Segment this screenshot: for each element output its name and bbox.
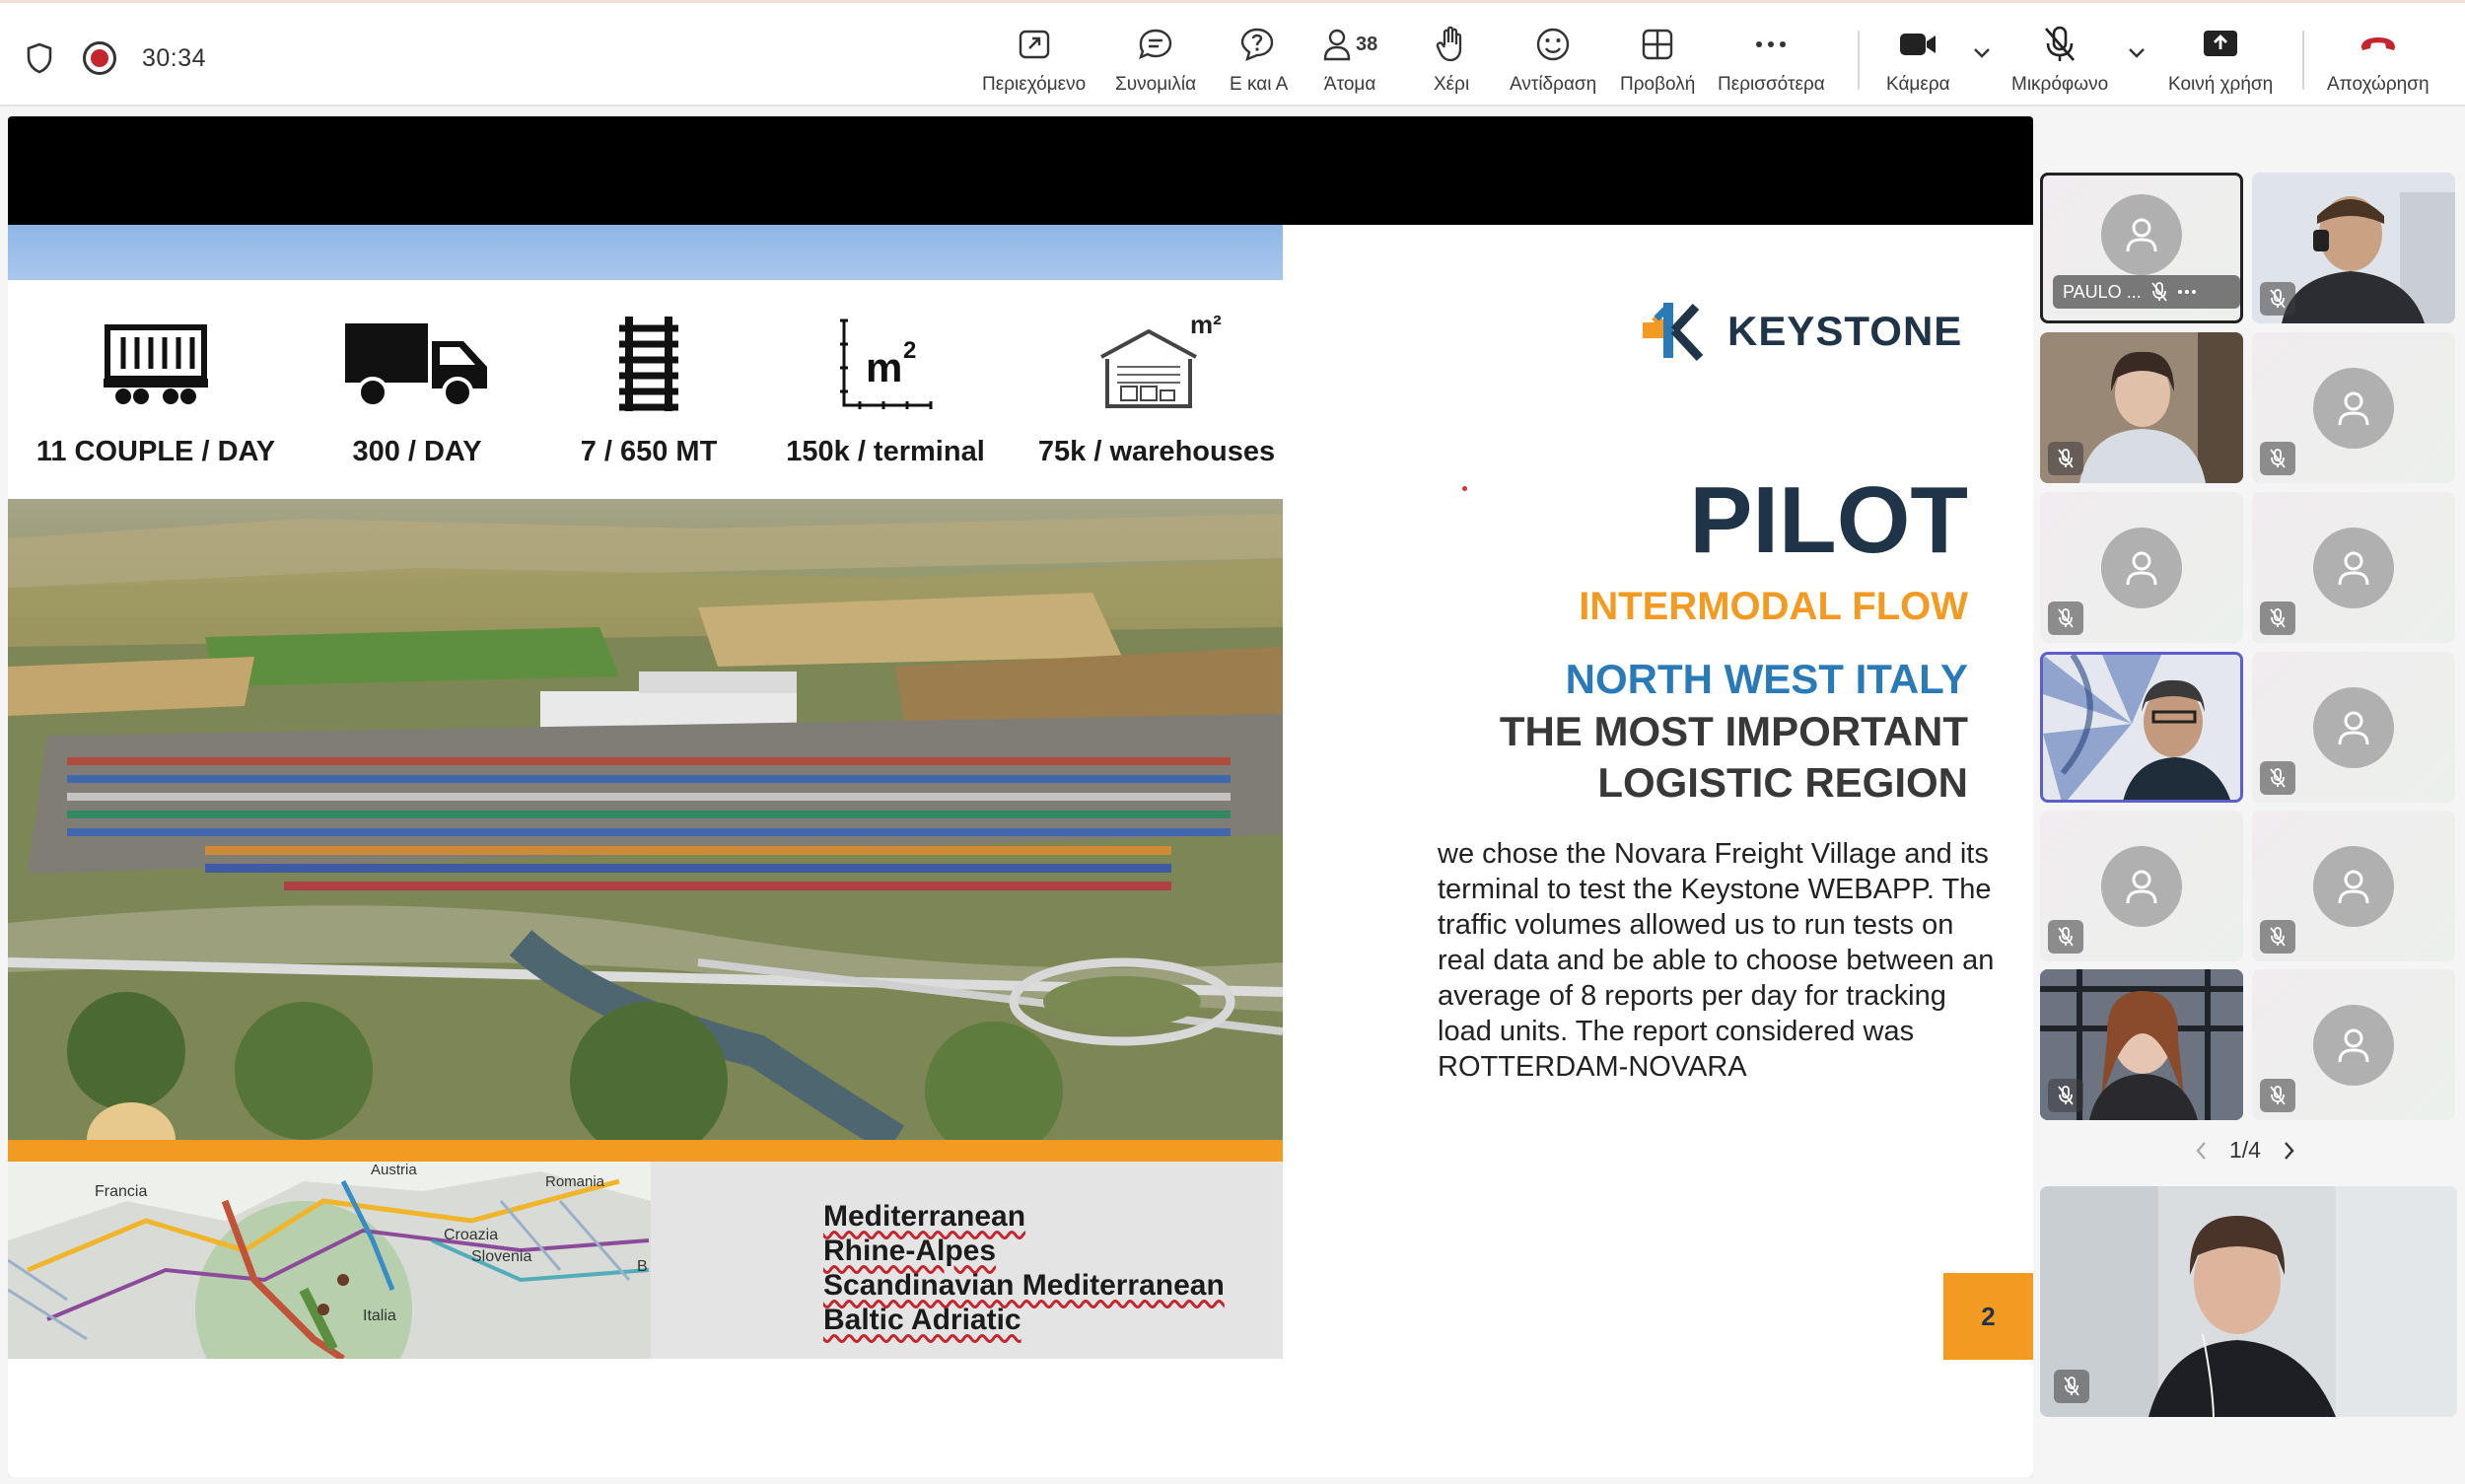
participant-tile[interactable] <box>2040 492 2243 643</box>
recording-icon <box>83 41 116 75</box>
grid-view-icon <box>1640 25 1675 64</box>
hang-up-icon <box>2359 25 2398 64</box>
person-icon <box>2121 547 2162 589</box>
presenter-label <box>33 1424 369 1457</box>
person-icon <box>1322 27 1352 62</box>
stats-row <box>8 280 1283 499</box>
leave-label: Αποχώρηση <box>2327 74 2430 95</box>
participant-tile[interactable] <box>2252 811 2455 961</box>
hand-label: Χέρι <box>1434 74 1470 95</box>
qa-button[interactable] <box>1230 25 1288 96</box>
mic-off-icon <box>2270 289 2286 309</box>
slide-headline <box>1500 706 1968 809</box>
map-label-italia: Italia <box>363 1307 396 1324</box>
participant-tile[interactable] <box>2252 492 2455 643</box>
participant-tile-video[interactable] <box>2252 173 2455 323</box>
view-button[interactable] <box>1620 25 1695 96</box>
smiley-icon <box>1534 25 1572 64</box>
raise-hand-button[interactable] <box>1434 25 1469 96</box>
stat-label: 75k / warehouses <box>1037 436 1276 467</box>
laser-pointer-dot <box>1462 486 1467 491</box>
orange-divider <box>8 1140 1283 1162</box>
meeting-timer: 30:34 <box>142 43 207 72</box>
europe-map <box>8 1162 651 1359</box>
mic-off-icon <box>2058 608 2074 628</box>
chat-label: Συνομιλία <box>1115 74 1197 95</box>
people-button[interactable] <box>1322 25 1377 96</box>
corridor-item: Scandinavian Mediterranean <box>823 1269 1225 1302</box>
people-count: 38 <box>1356 33 1378 55</box>
mic-off-indicator <box>2260 761 2295 795</box>
stat-label: 300 / DAY <box>352 436 482 467</box>
participant-tile-pinned[interactable] <box>2040 173 2243 323</box>
person-icon <box>2121 214 2162 255</box>
mic-off-icon <box>2064 1377 2079 1396</box>
map-label-croazia: Croazia <box>444 1227 499 1243</box>
stat-truck <box>309 310 526 468</box>
people-label: Άτομα <box>1323 74 1376 95</box>
rail-track-icon <box>609 310 688 418</box>
chat-button[interactable] <box>1115 25 1196 96</box>
chevron-left-icon[interactable] <box>2194 1140 2208 1162</box>
mic-off-icon <box>2270 768 2286 788</box>
presenter-name: MASSIMO ARNESE CIM SPA <box>33 1429 297 1451</box>
stat-label: 150k / terminal <box>786 436 985 467</box>
svg-text:2: 2 <box>903 337 917 364</box>
mic-off-indicator <box>2048 601 2083 635</box>
more-button[interactable] <box>1718 25 1825 96</box>
person-icon <box>2333 1025 2374 1066</box>
stat-railcar <box>18 310 294 468</box>
map-label-francia: Francia <box>95 1183 148 1200</box>
shield-icon[interactable] <box>22 40 57 76</box>
slide-region: NORTH WEST ITALY <box>1565 656 1968 702</box>
map-label-edge: B <box>637 1258 648 1275</box>
truck-icon <box>343 310 491 418</box>
svg-text:m: m <box>866 344 903 390</box>
warehouse-icon <box>1088 310 1226 418</box>
page-indicator: 1/4 <box>2229 1137 2261 1163</box>
zoom-out-button[interactable]: — <box>314 1429 334 1451</box>
slide-paragraph: we chose the Novara Freight Village and its terminal to test the Keystone WEBAPP. The traffic volumes allowed us to run tests on real data and be able to choose between an average of 8 reports per day for tracking load units. The report considered was ROTTERDAM-NOVARA <box>1438 838 1995 1083</box>
keystone-logo <box>1635 299 1962 364</box>
chevron-right-icon[interactable] <box>2283 1140 2296 1162</box>
stat-warehouse-area <box>1023 310 1290 468</box>
view-label: Προβολή <box>1620 74 1696 95</box>
more-label: Περισσότερα <box>1718 74 1825 95</box>
zoom-in-button[interactable]: + <box>351 1424 369 1456</box>
mic-off-indicator <box>2260 1079 2295 1112</box>
leave-button[interactable] <box>2327 25 2430 96</box>
self-view-video[interactable] <box>2040 1186 2457 1417</box>
mic-off-icon <box>2270 608 2286 628</box>
share-button[interactable] <box>2168 25 2273 96</box>
headline-line-1: THE MOST IMPORTANT <box>1499 708 1968 754</box>
shared-screen <box>8 116 2033 1477</box>
avatar <box>2101 846 2182 927</box>
mic-off-indicator <box>2048 1079 2083 1112</box>
camera-label: Κάμερα <box>1886 74 1950 95</box>
headline-line-2: LOGISTIC REGION <box>1597 759 1968 806</box>
more-dots-icon <box>1753 25 1789 64</box>
corridor-item: Rhine-Alpes <box>823 1235 997 1267</box>
avatar <box>2313 1005 2394 1086</box>
avatar <box>2313 846 2394 927</box>
content-label: Περιεχόμενο <box>982 74 1087 95</box>
corridor-item: Mediterranean <box>823 1200 1026 1233</box>
slide-title: PILOT <box>1689 467 1968 573</box>
person-icon <box>2121 866 2162 907</box>
mic-off-icon <box>2270 449 2286 468</box>
share-screen-icon <box>2201 25 2240 64</box>
keystone-logo-mark-icon <box>1635 299 1712 364</box>
railcar-icon <box>102 310 210 418</box>
people-icon-wrap <box>1322 25 1377 64</box>
participant-tile[interactable] <box>2252 652 2455 803</box>
participant-tile-video[interactable] <box>2040 332 2243 483</box>
question-icon <box>1239 25 1279 64</box>
mic-off-indicator <box>2260 282 2295 316</box>
svg-text:m²: m² <box>1190 310 1222 339</box>
corridor-list <box>651 1162 1283 1359</box>
avatar <box>2101 194 2182 275</box>
mic-off-icon <box>2058 449 2074 468</box>
logo-text: KEYSTONE <box>1727 308 1963 354</box>
stat-terminal-area <box>767 310 1004 468</box>
toolbar-divider <box>2302 31 2304 90</box>
mic-off-indicator <box>2054 1370 2089 1403</box>
participant-tile[interactable] <box>2040 811 2243 961</box>
react-button[interactable] <box>1510 25 1596 96</box>
avatar <box>2313 528 2394 608</box>
participant-tile-video[interactable] <box>2040 969 2243 1120</box>
person-icon <box>2333 707 2374 748</box>
sky-strip <box>8 225 1283 280</box>
person-icon <box>2333 866 2374 907</box>
mic-off-icon <box>2042 25 2078 64</box>
participant-tile[interactable] <box>2252 969 2455 1120</box>
map-label-romania: Romania <box>545 1173 605 1190</box>
stat-rail <box>555 310 742 468</box>
participant-tile-speaking[interactable] <box>2040 652 2243 803</box>
mic-options-chevron-down-icon[interactable] <box>2127 46 2147 65</box>
presentation-slide <box>8 225 2033 1477</box>
more-dots-icon[interactable] <box>2177 289 2197 295</box>
camera-options-chevron-down-icon[interactable] <box>1972 46 1992 65</box>
share-label: Κοινή χρήση <box>2168 74 2274 95</box>
corridor-item: Baltic Adriatic <box>823 1304 1021 1336</box>
slide-subtitle: INTERMODAL FLOW <box>1579 585 1968 628</box>
avatar <box>2313 687 2394 768</box>
stat-label: 7 / 650 MT <box>580 436 718 467</box>
person-icon <box>2333 547 2374 589</box>
participant-name: PAULO ... <box>2063 281 2142 302</box>
meeting-info <box>22 40 206 76</box>
share-content-icon <box>1016 25 1053 64</box>
mic-off-indicator <box>2260 920 2295 954</box>
qa-label: Ε και Α <box>1230 74 1289 95</box>
microphone-button[interactable] <box>2011 25 2108 96</box>
participant-pager <box>2194 1137 2296 1164</box>
mic-off-indicator <box>2260 442 2295 475</box>
participant-name-tag <box>2053 275 2240 309</box>
aerial-photo <box>8 499 1283 1140</box>
mic-off-indicator <box>2260 601 2295 635</box>
react-label: Αντίδραση <box>1510 74 1597 95</box>
mic-off-icon <box>2270 1086 2286 1105</box>
camera-button[interactable] <box>1886 25 1950 96</box>
mic-label: Μικρόφωνο <box>2011 74 2109 95</box>
mic-off-icon <box>2270 927 2286 947</box>
avatar <box>2101 528 2182 608</box>
slide-page-number: 2 <box>1943 1273 2033 1360</box>
map-label-slovenia: Slovenia <box>471 1248 532 1265</box>
mic-off-indicator <box>2048 442 2083 475</box>
mic-off-indicator <box>2048 920 2083 954</box>
camera-icon <box>1898 25 1937 64</box>
mic-off-icon <box>2058 927 2074 947</box>
person-icon <box>2333 388 2374 429</box>
chat-icon <box>1137 25 1174 64</box>
participant-tile[interactable] <box>2252 332 2455 483</box>
hand-icon <box>1435 25 1468 64</box>
toolbar-divider <box>1858 31 1860 90</box>
meeting-toolbar <box>0 0 2465 106</box>
stat-label: 11 COUPLE / DAY <box>35 436 276 467</box>
map-label-austria: Austria <box>371 1162 417 1178</box>
mic-off-icon <box>2151 282 2167 302</box>
content-button[interactable] <box>982 25 1086 96</box>
area-m2-icon <box>836 310 935 418</box>
avatar <box>2313 368 2394 449</box>
mic-off-icon <box>2058 1086 2074 1105</box>
